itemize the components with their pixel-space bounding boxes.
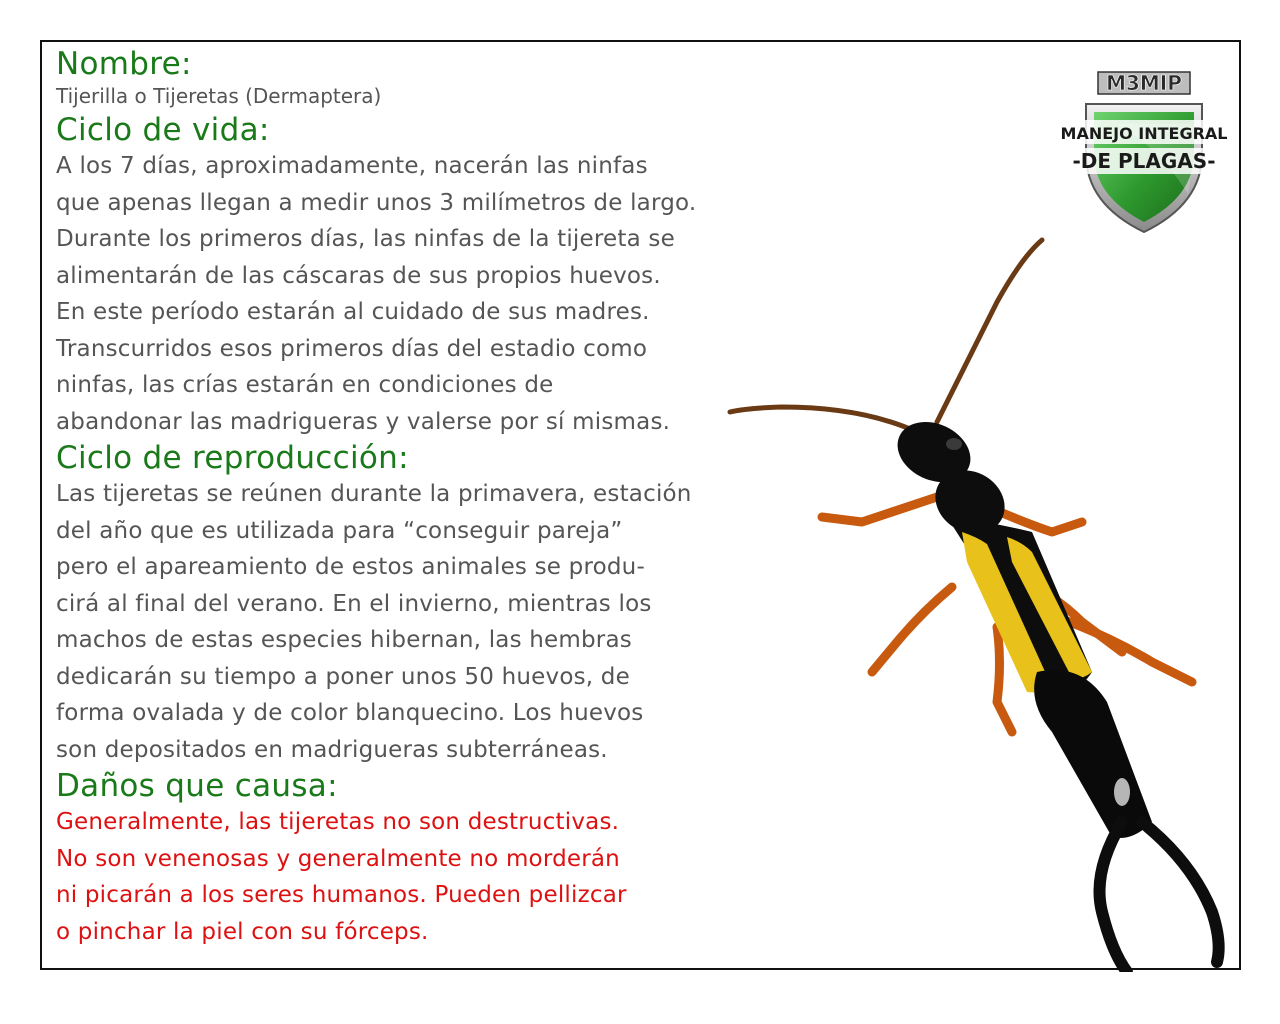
text-line: que apenas llegan a medir unos 3 milímetros de largo. [56,189,697,216]
forceps-right [1142,822,1219,962]
abdomen-shine [1114,778,1130,806]
info-card [40,40,1241,970]
ciclo-vida-paragraph [56,148,816,440]
text-line: dedicarán su tiempo a poner unos 50 huevos, de [56,663,630,690]
antenna-right [937,240,1042,422]
ciclo-reproduccion-paragraph [56,476,816,768]
text-line: A los 7 días, aproximadamente, nacerán las ninfas [56,153,648,179]
logo-top-text: M3MIP [1106,71,1182,95]
insect-abdomen [1034,670,1152,838]
text-content [56,46,816,950]
text-line: alimentarán de las cáscaras de sus propios huevos. [56,262,661,289]
text-line: pero el apareamiento de estos animales se produ- [56,554,645,580]
heading-nombre: Nombre: [56,46,192,82]
text-line: En este período estarán al cuidado de sus madres. [56,299,650,325]
text-line: o pinchar la piel con su fórceps. [56,918,429,945]
text-line: son depositados en madrigueras subterráneas. [56,736,608,763]
text-line: Durante los primeros días, las ninfas de la tijereta se [56,226,675,252]
text-line: Generalmente, las tijeretas no son destructivas. [56,809,620,835]
nombre-text: Tijerilla o Tijeretas (Dermaptera) [56,84,382,108]
heading-ciclo-vida: Ciclo de vida: [56,112,270,148]
heading-danos: Daños que causa: [56,768,338,804]
text-line: del año que es utilizada para “conseguir pareja” [56,517,623,544]
logo-bottom-text: -DE PLAGAS- [1072,149,1216,173]
danos-paragraph [56,804,816,950]
text-line: forma ovalada y de color blanquecino. Los huevos [56,700,644,726]
text-line: abandonar las madrigueras y valerse por sí mismas. [56,408,671,435]
text-line: Transcurridos esos primeros días del estadio como [56,335,648,362]
text-line: ni picarán a los seres humanos. Pueden pellizcar [56,882,627,908]
antenna-left [730,407,917,432]
text-line: ninfas, las crías estarán en condiciones de [56,372,554,398]
shield-logo-icon [1056,64,1232,236]
text-line: Las tijeretas se reúnen durante la primavera, estación [56,481,692,507]
text-line: No son venenosas y generalmente no morderán [56,845,620,872]
earwig-icon [722,232,1242,972]
insect-eye [946,438,962,450]
text-line: cirá al final del verano. En el invierno, mientras los [56,590,652,617]
heading-ciclo-reproduccion: Ciclo de reproducción: [56,440,409,476]
text-line: machos de estas especies hibernan, las hembras [56,627,632,653]
logo-middle-text: MANEJO INTEGRAL [1060,124,1228,143]
forceps-left [1100,822,1128,972]
